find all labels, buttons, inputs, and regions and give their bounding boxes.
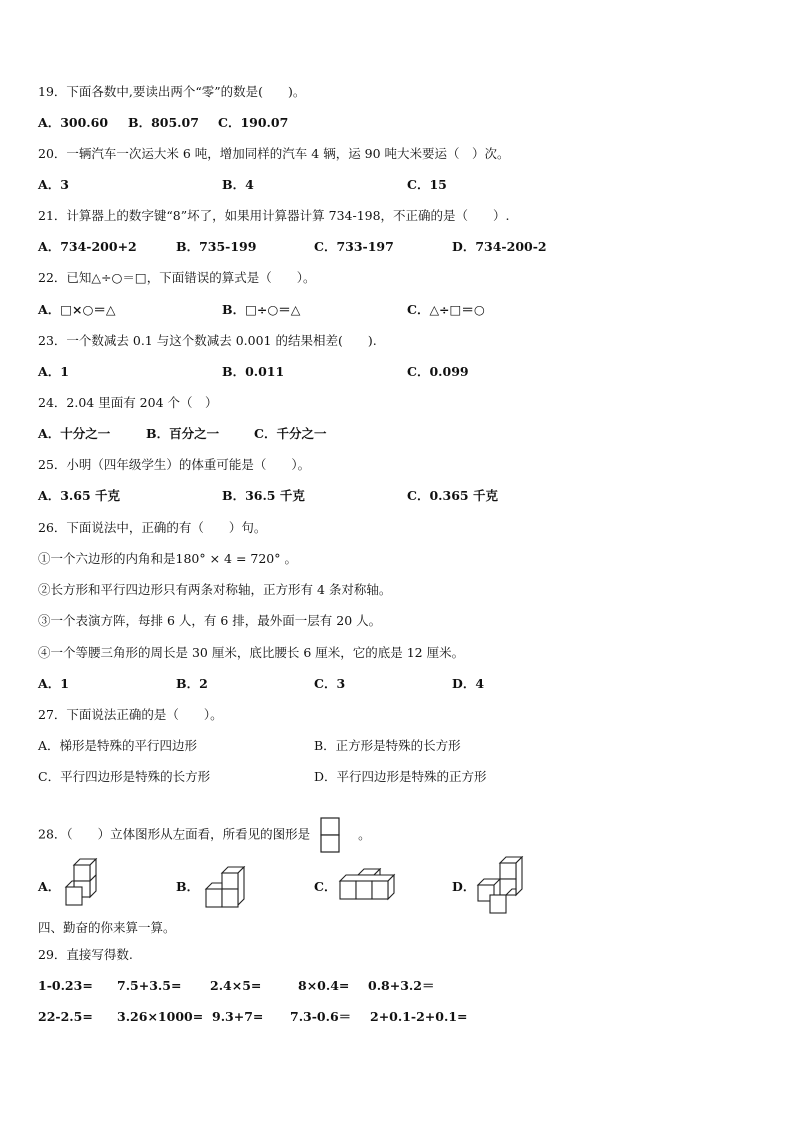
q21-option-c: C．733-197: [314, 239, 394, 254]
question-26-stem: 26．下面说法中，正确的有（ ）句。: [38, 520, 267, 535]
question-19-stem: 19．下面各数中,要读出两个“零”的数是( )。: [38, 84, 306, 99]
q19-option-a: A．300.60: [38, 115, 109, 130]
q29-row1-item-4: 8×0.4=: [298, 978, 350, 993]
question-21-stem: 21．计算器上的数字键“8”坏了，如果用计算器计算 734-198，不正确的是（ ）.: [38, 208, 510, 223]
q23-option-b: B．0.011: [222, 364, 285, 379]
q26-statement-4: ④一个等腰三角形的周长是 30 厘米，底比腰长 6 厘米，它的底是 12 厘米。: [38, 645, 465, 660]
question-20-stem: 20．一辆汽车一次运大米 6 吨，增加同样的汽车 4 辆，运 90 吨大米要运（ ）次。: [38, 146, 510, 161]
q21-option-a: A．734-200+2: [38, 239, 137, 254]
question-27-stem: 27．下面说法正确的是（ ）。: [38, 707, 223, 722]
q23-option-c: C．0.099: [407, 364, 469, 379]
q27-option-c: C．平行四边形是特殊的长方形: [38, 769, 211, 784]
q26-statement-3: ③一个表演方阵，每排 6 人，有 6 排，最外面一层有 20 人。: [38, 613, 382, 628]
q25-option-a: A．3.65 千克: [38, 488, 120, 503]
q29-row2-item-3: 9.3+7=: [212, 1009, 264, 1024]
q28-option-d-cubes-figure: [476, 856, 528, 916]
q26-statement-2: ②长方形和平行四边形只有两条对称轴，正方形有 4 条对称轴。: [38, 582, 392, 597]
question-28-stem: [38, 817, 371, 853]
q24-option-c: C．千分之一: [254, 426, 327, 441]
q28-stem-end: 。: [358, 826, 371, 842]
q22-option-b: B．□÷○＝△: [222, 302, 301, 317]
q25-option-b: B．36.5 千克: [222, 488, 305, 503]
q29-row1-item-3: 2.4×5=: [210, 978, 262, 993]
q29-row1-item-2: 7.5+3.5=: [117, 978, 182, 993]
q19-option-b: B．805.07: [128, 115, 199, 130]
q27-option-b: B．正方形是特殊的长方形: [314, 738, 461, 753]
q28-stem-text: 28．（ ）立体图形从左面看，所看见的图形是: [38, 826, 311, 842]
q26-statement-1: ①一个六边形的内角和是180° × 4 = 720° 。: [38, 551, 297, 566]
q21-option-d: D．734-200-2: [452, 239, 547, 254]
question-29-stem: 29．直接写得数.: [38, 947, 133, 962]
q20-option-c: C．15: [407, 177, 447, 192]
q26-option-b: B．2: [176, 676, 208, 691]
q24-option-a: A．十分之一: [38, 426, 111, 441]
left-view-figure: [320, 817, 340, 853]
q27-option-d: D．平行四边形是特殊的正方形: [314, 769, 487, 784]
section-4-heading: 四、勤奋的你来算一算。: [38, 920, 176, 935]
q24-option-b: B．百分之一: [146, 426, 220, 441]
q23-option-a: A．1: [38, 364, 69, 379]
q28-option-b-label: B．: [176, 879, 200, 894]
q28-option-a-label: A．: [38, 879, 61, 894]
question-25-stem: 25．小明（四年级学生）的体重可能是（ ）。: [38, 457, 311, 472]
q28-option-c-label: C．: [314, 879, 337, 894]
question-22-stem: 22．已知△÷○＝□，下面错误的算式是（ ）。: [38, 270, 316, 285]
q29-row2-item-1: 22-2.5=: [38, 1009, 93, 1024]
q28-option-b-cubes-figure: [202, 866, 248, 910]
q19-option-c: C．190.07: [218, 115, 289, 130]
q28-option-c-cubes-figure: [338, 868, 398, 902]
q29-row2-item-5: 2+0.1-2+0.1=: [370, 1009, 468, 1024]
q28-option-a-cubes-figure: [62, 858, 98, 910]
q27-option-a: A．梯形是特殊的平行四边形: [38, 738, 198, 753]
q20-option-b: B．4: [222, 177, 254, 192]
question-24-stem: 24．2.04 里面有 204 个（ ）: [38, 395, 218, 410]
q25-option-c: C．0.365 千克: [407, 488, 498, 503]
q20-option-a: A．3: [38, 177, 69, 192]
q22-option-a: A．□×○＝△: [38, 302, 116, 317]
q26-option-a: A．1: [38, 676, 69, 691]
question-23-stem: 23．一个数减去 0.1 与这个数减去 0.001 的结果相差( ).: [38, 333, 377, 348]
q29-row2-item-4: 7.3-0.6＝: [290, 1009, 352, 1024]
q26-option-d: D．4: [452, 676, 485, 691]
q29-row1-item-1: 1-0.23=: [38, 978, 93, 993]
q29-row1-item-5: 0.8+3.2＝: [368, 978, 435, 993]
q26-option-c: C．3: [314, 676, 346, 691]
q28-option-d-label: D．: [452, 879, 476, 894]
q29-row2-item-2: 3.26×1000=: [117, 1009, 204, 1024]
q22-option-c: C．△÷□＝○: [407, 302, 485, 317]
q21-option-b: B．735-199: [176, 239, 257, 254]
